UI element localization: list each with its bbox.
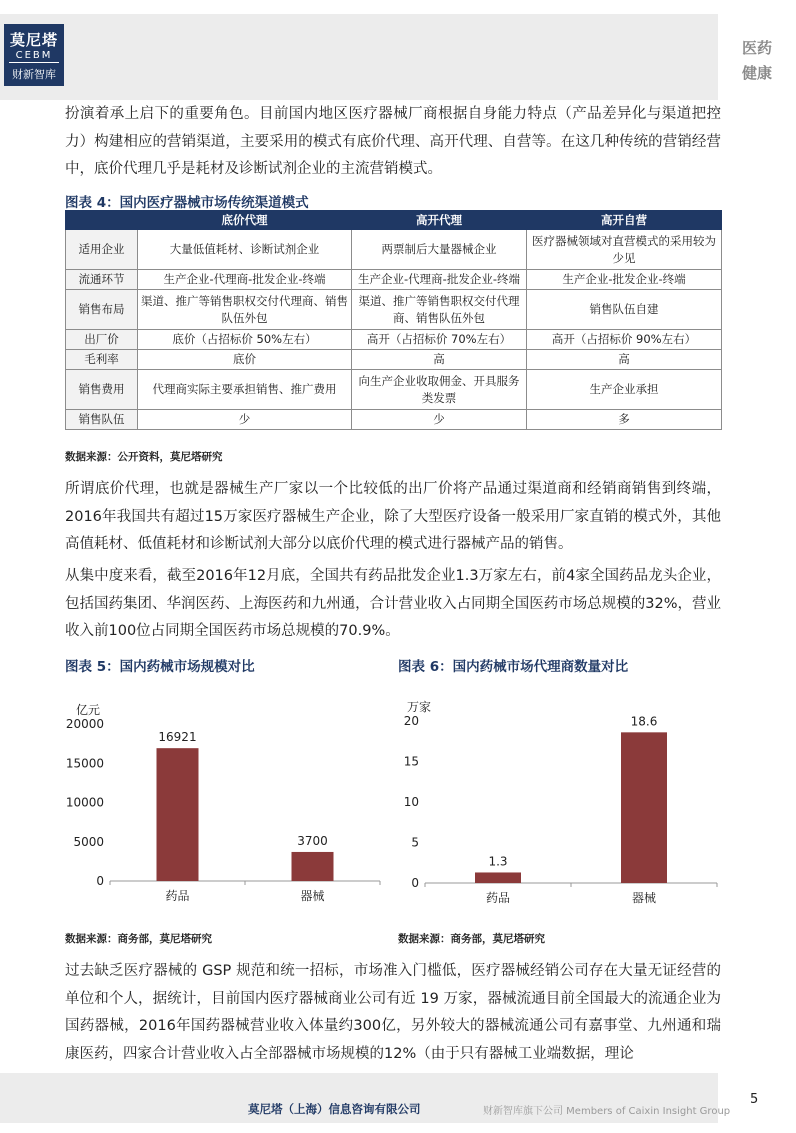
table-header-cell: 底价代理: [138, 211, 352, 230]
y-tick-label: 0: [96, 874, 104, 888]
x-tick-label: 药品: [165, 889, 190, 903]
cebm-logo: [4, 24, 64, 86]
logo-abbr: CEBM: [9, 50, 59, 63]
footer-note: 财新智库旗下公司 Members of Caixin Insight Group: [483, 1106, 731, 1117]
row-header: 毛利率: [66, 350, 138, 370]
chart-5-title: 图表 5：国内药械市场规模对比: [65, 659, 255, 675]
y-tick-label: 20000: [65, 717, 104, 731]
row-header: 出厂价: [66, 330, 138, 350]
table-cell: 底价: [138, 350, 352, 370]
row-header: 适用企业: [66, 230, 138, 270]
table-row: [66, 290, 722, 330]
y-tick-label: 5: [411, 835, 419, 850]
bar: [292, 852, 334, 881]
y-tick-label: 10: [403, 795, 419, 809]
y-tick-label: 15000: [65, 756, 104, 771]
table-row: [66, 370, 722, 410]
table-cell: 大量低值耗材、诊断试剂企业: [138, 230, 352, 270]
y-axis-unit: 亿元: [76, 703, 101, 717]
bar: [157, 748, 199, 881]
table-header-cell: 高开自营: [527, 211, 722, 230]
y-tick-label: 15: [403, 754, 419, 769]
paragraph-3: 从集中度来看，截至2016年12月底，全国共有药品批发企业1.3万家左右，前4家全国药品龙头企业，包括国药集团、华润医药、上海医药和九州通，合计营业收入占同期全国医药市场总规模的32%，营业收入前100位占同期全国医药市场总规模的70.9%。: [65, 568, 721, 639]
header-bar: [0, 14, 718, 100]
channel-mode-table: [65, 210, 722, 430]
chart-6-title: 图表 6：国内药械市场代理商数量对比: [398, 659, 629, 675]
section-tag-line2: 健康: [741, 64, 772, 82]
data-label: 1.3: [488, 854, 508, 869]
chart-6-source: 数据来源：商务部，莫尼塔研究: [398, 933, 545, 945]
paragraph-1: 扮演着承上启下的重要角色。目前国内地区医疗器械厂商根据自身能力特点（产品差异化与渠道把控力）构建相应的营销渠道，主要采用的模式有底价代理、高开代理、自营等。在这几种传统的营销经营中，底价代理几乎是耗材及诊断试剂企业的主流营销模式。: [65, 106, 721, 177]
row-header: 流通环节: [66, 270, 138, 290]
table-cell: 多: [527, 410, 722, 430]
table-cell: 两票制后大量器械企业: [352, 230, 527, 270]
table-cell: 少: [138, 410, 352, 430]
logo-subtitle: 财新智库: [12, 68, 56, 81]
data-label: 18.6: [630, 714, 658, 729]
x-tick-label: 器械: [300, 889, 325, 903]
table-cell: 代理商实际主要承担销售、推广费用: [138, 370, 352, 410]
table-row: [66, 230, 722, 270]
table-4-title: 图表 4：国内医疗器械市场传统渠道模式: [65, 195, 309, 211]
agent-count-chart: [395, 690, 725, 920]
data-label: 3700: [297, 833, 328, 848]
x-tick-label: 药品: [485, 891, 511, 905]
x-tick-label: 器械: [631, 891, 657, 905]
table-cell: 少: [352, 410, 527, 430]
table-cell: 生产企业-批发企业-终端: [527, 270, 722, 290]
table-cell: 渠道、推广等销售职权交付代理商、销售队伍外包: [138, 290, 352, 330]
row-header: 销售费用: [66, 370, 138, 410]
data-label: 16921: [158, 730, 197, 745]
y-tick-label: 0: [411, 876, 419, 890]
page-number: 5: [750, 1092, 759, 1107]
table-row: [66, 350, 722, 370]
paragraph-4: 过去缺乏医疗器械的 GSP 规范和统一招标，市场准入门槛低，医疗器械经销公司存在大量无证经营的单位和个人，据统计，目前国内医疗器械商业公司有近 19 万家，器械流通目前全国最大的流通企业为国药器械，2016年国药器械营业收入体量约300亿，另外较大的器械流通公司有嘉事堂、九州通和瑞康医药，四家合计营业收入占全部器械市场规模的12%（由于只有器械工业端数据，理论: [65, 963, 721, 1062]
row-header: 销售布局: [66, 290, 138, 330]
table-header-row: [66, 211, 722, 230]
y-tick-label: 5000: [73, 834, 104, 849]
table-cell: 高: [527, 350, 722, 370]
table-header-cell: [66, 211, 138, 230]
table-cell: 生产企业承担: [527, 370, 722, 410]
section-tag-line1: 医药: [741, 39, 772, 57]
table-cell: 底价（占招标价 50%左右）: [138, 330, 352, 350]
chart-5-source: 数据来源：商务部，莫尼塔研究: [65, 933, 212, 945]
table-cell: 医疗器械领域对直营模式的采用较为少见: [527, 230, 722, 270]
table-cell: 生产企业-代理商-批发企业-终端: [138, 270, 352, 290]
section-tag: [737, 36, 777, 86]
table-row: [66, 330, 722, 350]
table-cell: 向生产企业收取佣金、开具服务类发票: [352, 370, 527, 410]
market-size-chart: [60, 690, 390, 920]
table-cell: 高开（占招标价 90%左右）: [527, 330, 722, 350]
row-header: 销售队伍: [66, 410, 138, 430]
table-4-source: 数据来源：公开资料，莫尼塔研究: [65, 451, 223, 463]
bar: [475, 872, 521, 883]
paragraph-2: 所谓底价代理，也就是器械生产厂家以一个比较低的出厂价将产品通过渠道商和经销商销售到终端，2016年我国共有超过15万家医疗器械生产企业，除了大型医疗设备一般采用厂家直销的模式外，其他高值耗材、低值耗材和诊断试剂大部分以底价代理的模式进行器械产品的销售。: [65, 481, 721, 552]
footer-company: 莫尼塔（上海）信息咨询有限公司: [248, 1102, 421, 1116]
y-tick-label: 20: [403, 714, 419, 728]
table-cell: 生产企业-代理商-批发企业-终端: [352, 270, 527, 290]
table-cell: 销售队伍自建: [527, 290, 722, 330]
table-row: [66, 270, 722, 290]
table-header-cell: 高开代理: [352, 211, 527, 230]
table-cell: 渠道、推广等销售职权交付代理商、销售队伍外包: [352, 290, 527, 330]
logo-name: 莫尼塔: [9, 31, 58, 49]
y-axis-unit: 万家: [407, 700, 432, 714]
y-tick-label: 10000: [65, 795, 104, 810]
table-cell: 高开（占招标价 70%左右）: [352, 330, 527, 350]
bar: [621, 732, 667, 883]
table-cell: 高: [352, 350, 527, 370]
table-row: [66, 410, 722, 430]
